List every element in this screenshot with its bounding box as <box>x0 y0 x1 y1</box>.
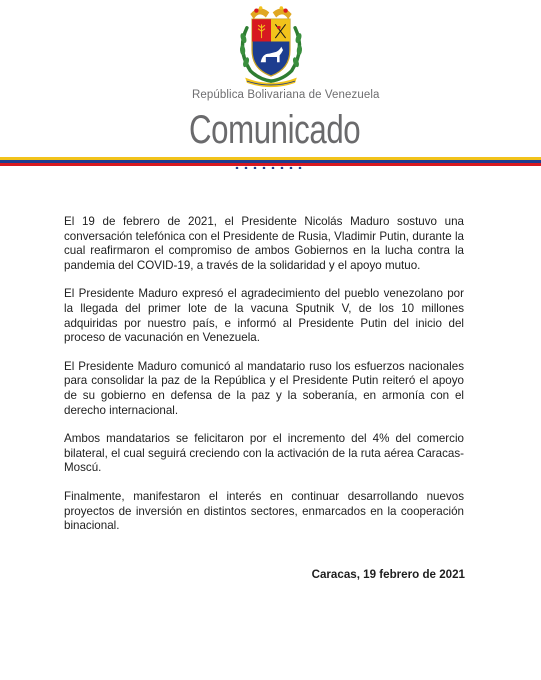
republic-name: República Bolivariana de Venezuela <box>192 89 380 101</box>
paragraph: El 19 de febrero de 2021, el Presidente Nicolás Maduro sostuvo una conversación telefónica con el Presidente de Rusia, Vladimir Putin, durante la cual reafirmaron el compromiso de ambos Gobiernos en la lucha contra la pandemia del COVID-19, a través de la solidaridad y el apoyo mutuo. <box>64 215 464 272</box>
paragraph: Ambos mandatarios se felicitaron por el incremento del 4% del comercio bilateral, el cual seguirá creciendo con la activación de la ruta aérea Caracas-Moscú. <box>64 432 464 475</box>
document-body <box>64 215 464 548</box>
tricolor-divider <box>0 157 541 169</box>
paragraph: El Presidente Maduro expresó el agradecimiento del pueblo venezolano por la llegada del primer lote de la vacuna Sputnik V, de los 10 millones adquiridas por nuestro país, e informó al Presidente Putin del inicio del proceso de vacunación en Venezuela. <box>64 287 464 345</box>
paragraph: Finalmente, manifestaron el interés en continuar desarrollando nuevos proyectos de inversión en distintos sectores, enmarcados en la cooperación binacional. <box>64 489 464 533</box>
signature-place-date: Caracas, 19 febrero de 2021 <box>311 568 465 581</box>
venezuela-coat-of-arms-icon <box>228 2 314 88</box>
paragraph: El Presidente Maduro comunicó al mandatario ruso los esfuerzos nacionales para consolidar la paz de la República y el Presidente Putin reiteró el apoyo de su gobierno en defensa de la paz y la soberanía, en armonía con el derecho internacional. <box>64 359 464 417</box>
document-title: Comunicado <box>189 108 361 152</box>
